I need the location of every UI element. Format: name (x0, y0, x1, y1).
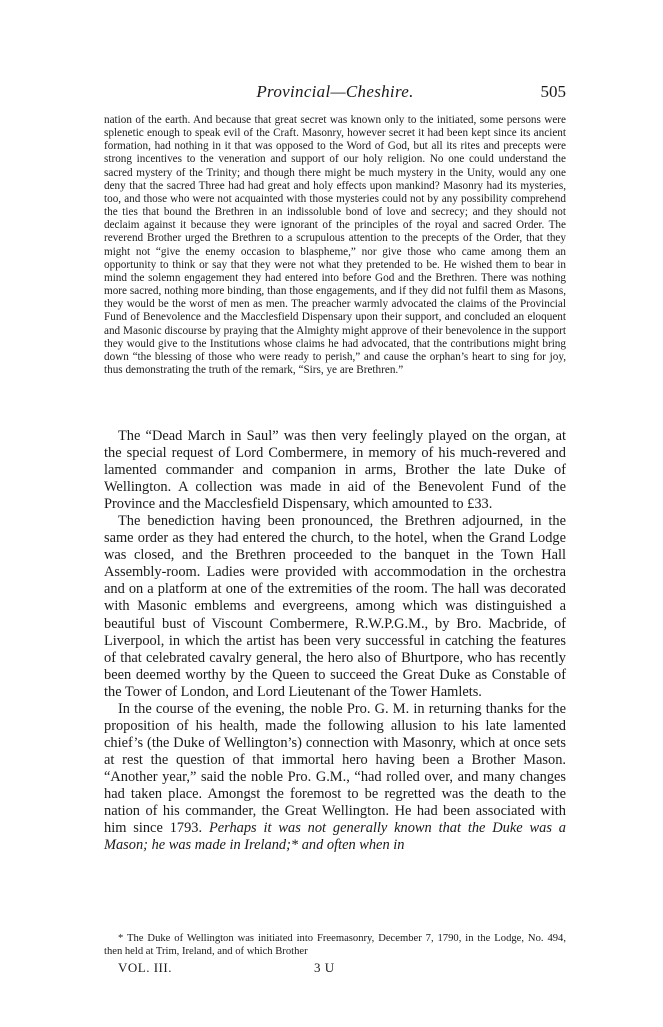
page-header (104, 82, 566, 104)
page-footer (118, 960, 418, 978)
paragraph-dead-march: The “Dead March in Saul” was then very feelingly played on the organ, at the special request of Lord Combermere, in memory of his much-revered and lamented commander and companion in arms, Brother the late Duke of Wellington. A collection was made in aid of the Benevolent Fund of the Province and the Macclesfield Dispensary, which amounted to £33. (104, 428, 566, 513)
volume-label: VOL. III. (118, 960, 172, 975)
paragraph-wellington (104, 701, 566, 854)
page-number: 505 (540, 82, 566, 101)
paragraph-banquet: The benediction having been pronounced, the Brethren adjourned, in the same order as they had entered the church, to the hotel, when the Grand Lodge was closed, and the Brethren proceeded to the banquet in the Town Hall Assembly-room. Ladies were provided with accommodation in the orchestra and on a platform at one of the extremities of the room. The hall was decorated with Masonic emblems and evergreens, among which was distinguished a beautiful bust of Viscount Combermere, R.W.P.G.M., by Bro. Macbride, of Liverpool, in which the artist has been very successful in catching the features of that celebrated cavalry general, the hero also of Bhurtpore, who has recently been deemed worthy by the Queen to succeed the Great Duke as Constable of the Tower of London, and Lord Lieutenant of the Tower Hamlets. (104, 513, 566, 700)
paragraph-wellington-italic: Perhaps it was not generally known that the Duke was a Mason; he was made in Ireland;* and often when in (104, 820, 566, 854)
main-text (104, 428, 566, 854)
footnote: * The Duke of Wellington was initiated into Freemasonry, December 7, 1790, in the Lodge, No. 494, then held at Trim, Ireland, and of which Brother (104, 933, 566, 957)
paragraph-wellington-text: In the course of the evening, the noble Pro. G. M. in returning thanks for the proposition of his health, made the following allusion to his late lamented chief’s (the Duke of Wellington’s) connection with Masonry, which at once sets at rest the question of that immortal hero having been a Brother Mason. “Another year,” said the noble Pro. G.M., “had rolled over, and many changes had taken place. Amongst the foremost to be regretted was the death to the nation of his commander, the Great Wellington. He had been associated with him since 1793. (104, 700, 566, 837)
sermon-continuation-paragraph: nation of the earth. And because that great secret was known only to the initiated, some persons were splenetic enough to speak evil of the Craft. Masonry, however secret it had been kept since its ancient formation, had nothing in it that was opposed to the Word of God, but all its rites and precepts were strong incentives to the veneration and support of our holy religion. No one could understand the sacred mystery of the Trinity; and though there might be much mystery in the Unity, would any one deny that the sacred Three had had great and holy effects upon mankind? Masonry had its mysteries, too, and those who were not acquainted with those mysteries could not by any possibility comprehend the ties that bound the Brethren in an indissoluble bond of love and secrecy; and they should not declaim against it because they were ignorant of the principles of the royal and sacred Order. The reverend Brother urged the Brethren to a scrupulous attention to the precepts of the Order, that they might not “give the enemy occasion to blaspheme,” nor give those who came among them an opportunity to think or say that they were not what they pretended to be. He wished them to bear in mind the solemn engagement they had entered into before God and the Brethren. There was nothing more sacred, nothing more binding, than those engagements, and if they did not fulfil them as Masons, they would be the worst of men as men. The preacher warmly advocated the claims of the Provincial Fund of Benevolence and the Macclesfield Dispensary upon their support, and concluded an eloquent and Masonic discourse by praying that the Almighty might approve of their benevolence in the support they would give to the Institutions whose claims he had advocated, that the contributions might bring down “the blessing of those who were ready to perish,” and cause the orphan’s heart to sing for joy, thus demonstrating the truth of the remark, “Sirs, ye are Brethren.” (104, 114, 566, 376)
running-title: Provincial—Cheshire. (256, 82, 414, 101)
signature-mark: 3 U (314, 960, 335, 975)
